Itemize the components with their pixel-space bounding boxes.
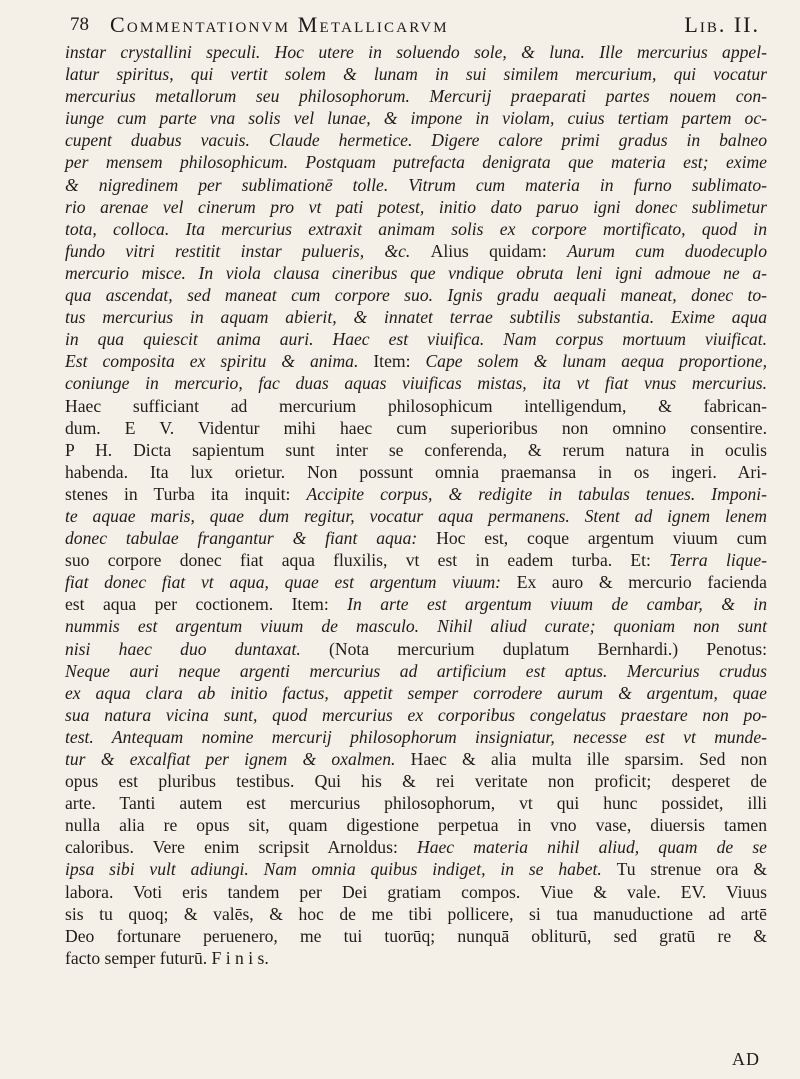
- roman-text: sis tu quoq; & valēs, & hoc de me tibi pollicere, si tua manuductione ad artē: [65, 903, 767, 924]
- roman-text: Item:: [373, 351, 426, 372]
- text-line: [65, 549, 767, 571]
- text-line: [65, 615, 767, 637]
- italic-text: fiat donec fiat vt aqua, quae est argentum viuum:: [65, 572, 517, 593]
- text-line: [65, 350, 767, 372]
- italic-text: per mensem philosophicum. Postquam putrefacta denigrata que materia est; exime: [65, 152, 767, 173]
- italic-text: iunge cum parte vna solis vel lunae, & impone in violam, cuius tertiam partem oc-: [65, 108, 767, 129]
- italic-text: Est composita ex spiritu & anima.: [65, 351, 374, 372]
- text-line: [65, 85, 767, 107]
- text-line: [65, 129, 767, 151]
- italic-text: instar crystallini speculi. Hoc utere in soluendo sole, & luna. Ille mercurius appel-: [65, 42, 767, 62]
- italic-text: nummis est argentum viuum de masculo. Nihil aliud curate; quoniam non sunt: [65, 616, 767, 637]
- italic-text: nisi haec duo duntaxat.: [65, 638, 330, 659]
- roman-text: nulla alia re opus sit, quam digestione perpetua in vno vase, diuersis tamen: [65, 815, 767, 836]
- italic-text: Cape solem & lunam aequa proportione,: [425, 351, 767, 372]
- text-line: [65, 947, 767, 969]
- text-line: [65, 925, 767, 947]
- body-text: [65, 41, 767, 969]
- roman-text: dum. E V. Videntur mihi haec cum superioribus non omnino consentire.: [65, 417, 767, 438]
- running-head: [70, 12, 760, 42]
- roman-text: arte. Tanti autem est mercurius philosophorum, vt qui hunc possidet, illi: [65, 793, 767, 814]
- italic-text: Haec materia nihil aliud, quam de se: [417, 837, 767, 858]
- italic-text: ipsa sibi vult adiungi. Nam omnia quibus indiget, in se habet.: [65, 859, 617, 880]
- roman-text: labora. Voti eris tandem per Dei gratiam compos. Viue & vale. EV. Viuus: [65, 881, 767, 902]
- text-line: [65, 836, 767, 858]
- italic-text: In arte est argentum viuum de cambar, & in: [347, 594, 767, 615]
- text-line: [65, 439, 767, 461]
- text-line: [65, 704, 767, 726]
- page-number: 78: [70, 14, 89, 35]
- roman-text: est aqua per coctionem. Item:: [65, 594, 348, 615]
- text-line: [65, 372, 767, 394]
- italic-text: Terra lique-: [669, 550, 767, 571]
- italic-text: Accipite corpus, & redigite in tabulas tenues. Imponi-: [306, 483, 767, 504]
- text-line: [65, 63, 767, 85]
- text-line: [65, 328, 767, 350]
- text-line: [65, 505, 767, 527]
- text-line: [65, 395, 767, 417]
- italic-text: tur & excalfiat per ignem & oxalmen.: [65, 749, 411, 769]
- text-line: [65, 858, 767, 880]
- text-line: [65, 196, 767, 218]
- text-line: [65, 881, 767, 903]
- text-line: [65, 174, 767, 196]
- text-line: [65, 814, 767, 836]
- italic-text: Neque auri neque argenti mercurius ad artificium est aptus. Mercurius crudus: [65, 660, 767, 681]
- roman-text: Deo fortunare peruenero, me tui tuorūq; nunquā obliturū, sed gratū re &: [65, 925, 767, 946]
- text-line: [65, 306, 767, 328]
- text-line: [65, 284, 767, 306]
- text-line: [65, 660, 767, 682]
- italic-text: sua natura vicina sunt, quod mercurius ex corporibus congelatus praestare non po-: [65, 704, 767, 725]
- roman-text: Haec sufficiant ad mercurium philosophicum intelligendum, & fabrican-: [65, 395, 767, 416]
- text-line: [65, 571, 767, 593]
- roman-text: suo corpore donec fiat aqua fluxilis, vt est in eadem turba. Et:: [65, 550, 670, 571]
- roman-text: facto semper futurū. F i n i s.: [65, 947, 269, 968]
- text-line: [65, 417, 767, 439]
- text-line: [65, 262, 767, 284]
- text-line: [65, 461, 767, 483]
- text-line: [65, 483, 767, 505]
- italic-text: te aquae maris, quae dum regitur, vocatur aqua permanens. Stent ad ignem lenem: [65, 505, 767, 526]
- text-line: [65, 151, 767, 173]
- text-line: [65, 638, 767, 660]
- roman-text: stenes in Turba ita inquit:: [65, 483, 307, 504]
- italic-text: latur spiritus, qui vertit solem & lunam in sui similem mercurium, qui vocatur: [65, 64, 767, 85]
- roman-text: Ex auro & mercurio facienda: [516, 572, 767, 593]
- text-line: [65, 593, 767, 615]
- italic-text: tus mercurius in aquam abierit, & innatet terrae subtilis substantia. Exime aqua: [65, 307, 767, 328]
- text-line: [65, 41, 767, 63]
- roman-text: caloribus. Vere enim scripsit Arnoldus:: [65, 837, 417, 858]
- roman-text: (Nota mercurium duplatum Bernhardi.) Penotus:: [329, 638, 767, 659]
- italic-text: cupent duabus vacuis. Claude hermetice. Digere calore primi gradus in balneo: [65, 130, 767, 151]
- running-head-title: Commentationvm Metallicarvm: [110, 12, 449, 37]
- italic-text: tota, colloca. Ita mercurius extraxit animam solis ex corpore mortificato, quod in: [65, 218, 767, 239]
- text-line: [65, 107, 767, 129]
- text-line: [65, 792, 767, 814]
- italic-text: mercurio misce. In viola clausa cineribus que vndique obruta leni igni admoue ne a-: [65, 262, 767, 283]
- roman-text: Tu strenue ora &: [616, 859, 768, 880]
- text-line: [65, 527, 767, 549]
- italic-text: ex aqua clara ab initio factus, appetit semper corrodere aurum & argentum, quae: [65, 682, 767, 703]
- roman-text: opus est pluribus testibus. Qui his & rei veritate non proficit; desperet de: [65, 771, 767, 792]
- running-head-book: Lib. II.: [684, 12, 760, 37]
- italic-text: fundo vitri restitit instar pulueris, &c.: [65, 240, 431, 261]
- roman-text: Haec & alia multa ille sparsim. Sed non: [410, 749, 768, 769]
- roman-text: P H. Dicta sapientum sunt inter se conferenda, & rerum natura in oculis: [65, 439, 767, 460]
- text-line: [65, 903, 767, 925]
- italic-text: & nigredinem per sublimationē tolle. Vitrum cum materia in furno sublimato-: [65, 174, 767, 195]
- italic-text: mercurius metallorum seu philosophorum. Mercurij praeparati partes nouem con-: [65, 86, 767, 107]
- italic-text: coniunge in mercurio, fac duas aquas viuificas mistas, ita vt fiat vnus mercurius.: [65, 373, 767, 394]
- text-line: [65, 770, 767, 792]
- italic-text: donec tabulae frangantur & fiant aqua:: [65, 528, 437, 549]
- text-line: [65, 218, 767, 240]
- italic-text: qua ascendat, sed maneat cum corpore suo. Ignis gradu aequali maneat, donec to-: [65, 285, 767, 306]
- roman-text: Alius quidam:: [430, 240, 568, 261]
- catchword: AD: [732, 1049, 760, 1069]
- roman-text: Hoc est, coque argentum viuum cum: [436, 528, 767, 549]
- italic-text: test. Antequam nomine mercurij philosophorum insigniatur, necesse est vt munde-: [65, 726, 767, 747]
- italic-text: in qua quiescit anima auri. Haec est viuifica. Nam corpus mortuum viuificat.: [65, 329, 767, 350]
- text-line: [65, 240, 767, 262]
- italic-text: rio arenae vel cinerum pro vt pati potest, initio dato paruo igni donec sublimetur: [65, 196, 767, 217]
- italic-text: Aurum cum duodecuplo: [567, 240, 767, 261]
- text-line: [65, 682, 767, 704]
- roman-text: habenda. Ita lux orietur. Non possunt omnia praemansa in os ingeri. Ari-: [65, 461, 767, 482]
- text-line: [65, 726, 767, 748]
- text-line: [65, 748, 767, 770]
